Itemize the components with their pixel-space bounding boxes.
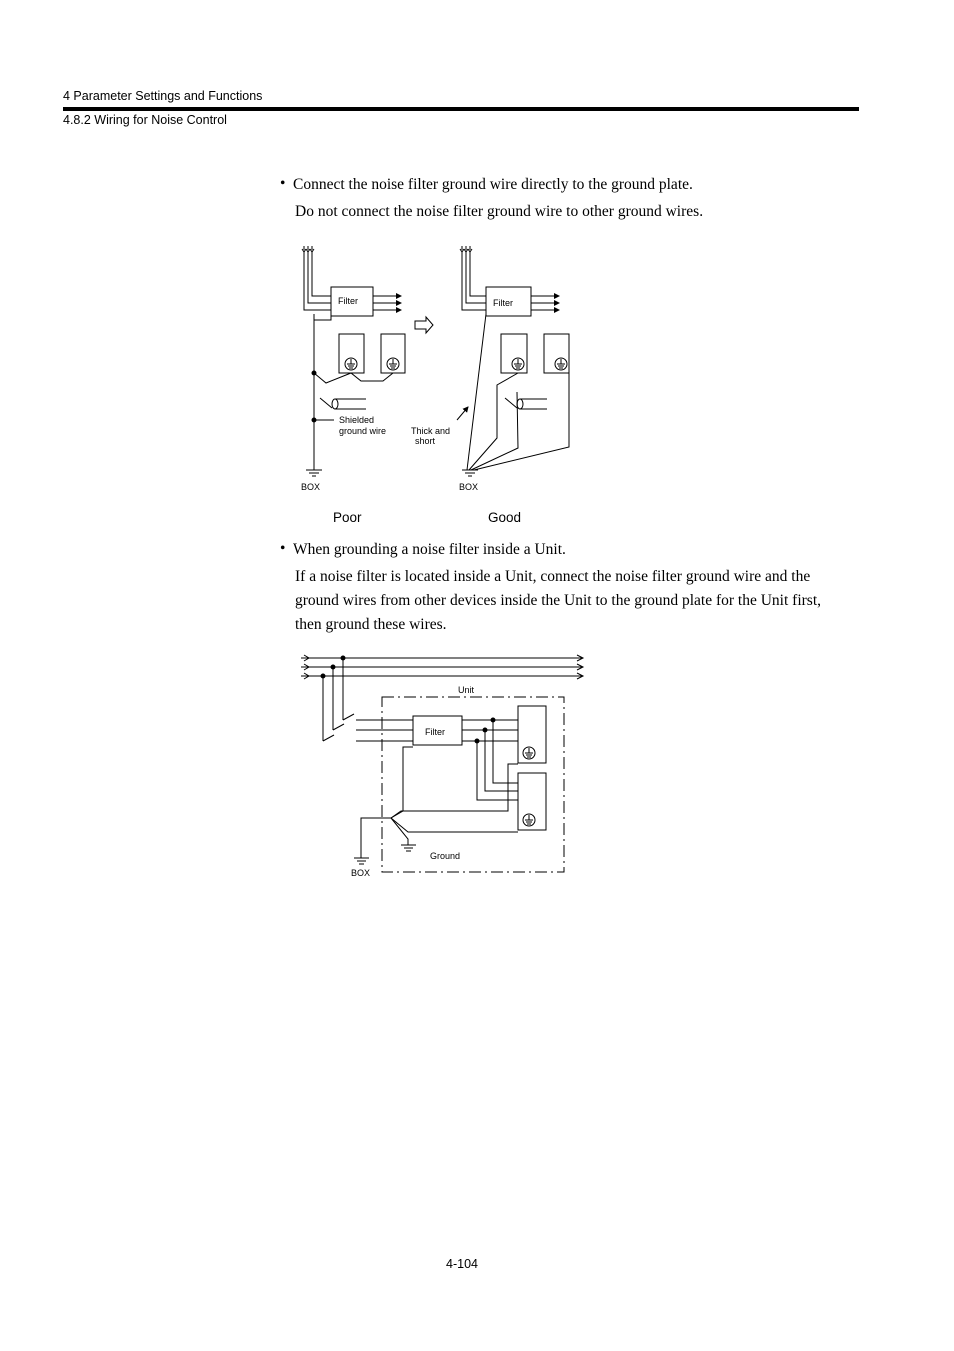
- unit-label: Unit: [458, 685, 475, 695]
- good-caption: Good: [488, 510, 522, 525]
- thick-label-2: short: [415, 436, 436, 446]
- good-box-label: BOX: [459, 482, 479, 492]
- header-section: 4.8.2 Wiring for Noise Control: [63, 113, 227, 127]
- unit-frame: [382, 697, 564, 872]
- thick-label-1: Thick and: [411, 426, 451, 436]
- poor-box-label: BOX: [301, 482, 321, 492]
- header-chapter: 4 Parameter Settings and Functions: [63, 89, 263, 103]
- grounding-diagram-poor-good: [280, 238, 600, 533]
- shielded-label-1: Shielded: [339, 415, 375, 425]
- good-diagram: [457, 246, 569, 476]
- ground-label: Ground: [430, 851, 461, 861]
- poor-filter-label: Filter: [338, 296, 358, 306]
- shielded-label-2: ground wire: [339, 426, 387, 436]
- unit-filter-label: Filter: [425, 727, 445, 737]
- header-rule: [63, 107, 859, 111]
- bullet1-line1: Connect the noise filter ground wire directly to the ground plate.: [293, 176, 693, 193]
- bullet2-line3: ground wires from other devices inside the Unit to the ground plate for the Unit first,: [295, 592, 822, 609]
- unit-box-label: BOX: [351, 868, 371, 878]
- poor-caption: Poor: [333, 510, 362, 525]
- transition-arrow-icon: [415, 317, 433, 333]
- bullet-marker-2: •: [280, 540, 286, 557]
- unit-grounding-diagram: [290, 645, 600, 885]
- bullet2-line4: then ground these wires.: [295, 616, 447, 633]
- good-filter-label: Filter: [493, 298, 513, 308]
- poor-diagram: [302, 246, 405, 476]
- bullet-marker-1: •: [280, 175, 286, 192]
- bullet1-line2: Do not connect the noise filter ground wire to other ground wires.: [295, 203, 704, 220]
- bullet2-line1: When grounding a noise filter inside a Unit.: [293, 541, 566, 558]
- bullet2-line2: If a noise filter is located inside a Unit, connect the noise filter ground wire and the: [295, 568, 811, 585]
- page-number: 4-104: [446, 1257, 478, 1271]
